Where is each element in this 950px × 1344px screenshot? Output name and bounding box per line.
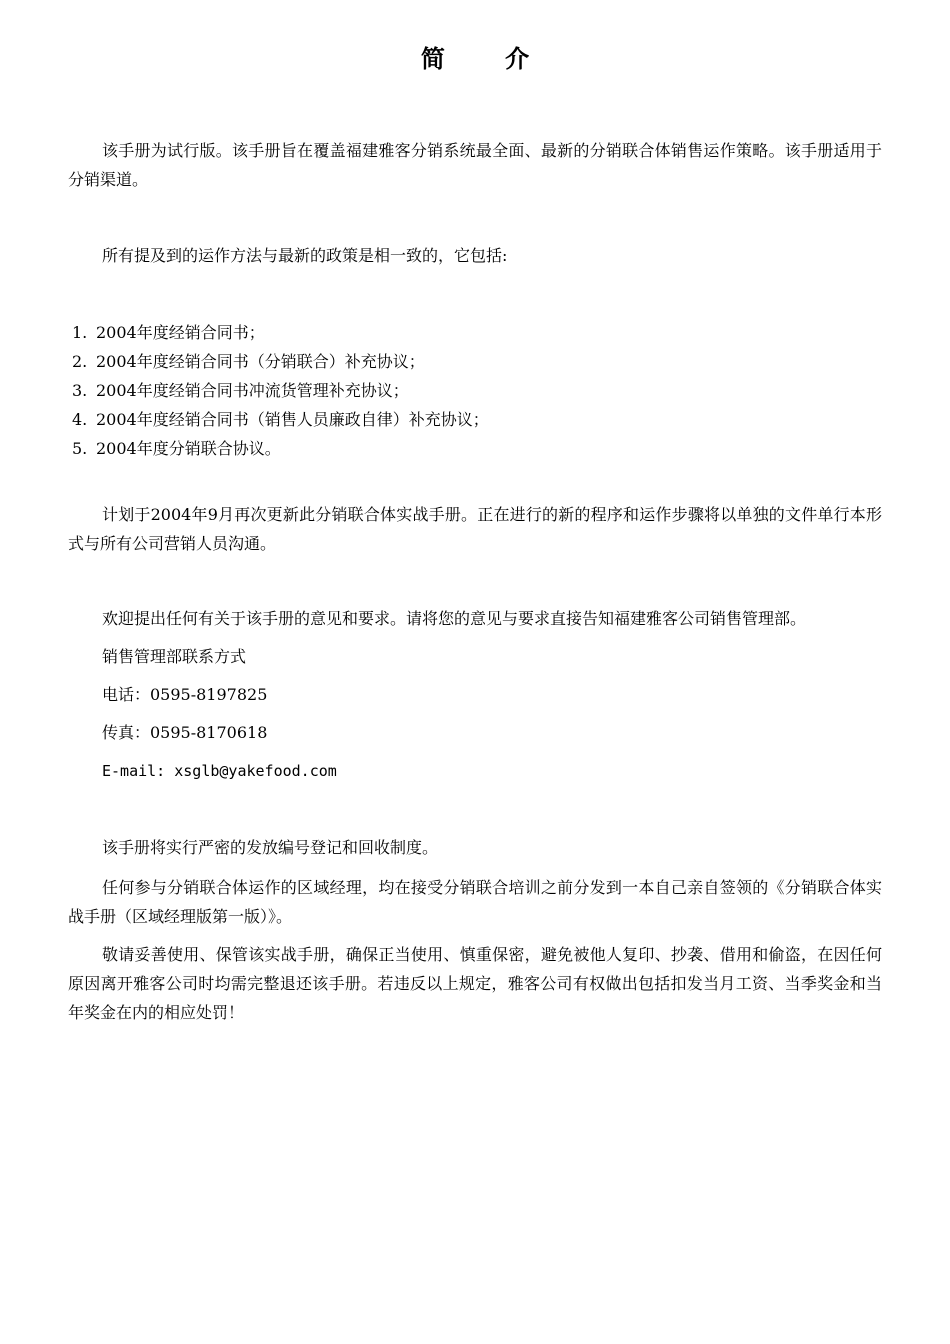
list-item [72,434,489,463]
list-item-text: 2004年度经销合同书冲流货管理补充协议； [96,381,409,400]
contact-fax: 传真：0595-8170618 [102,723,268,742]
contact-email: E-mail: xsglb@yakefood.com [102,762,337,780]
update-plan-paragraph: 计划于2004年9月再次更新此分销联合体实战手册。正在进行的新的程序和运作步骤将以单独的文件单行本形式与所有公司营销人员沟通。 [68,505,882,553]
contact-phone: 电话：0595-8197825 [102,685,268,704]
agreement-list [72,318,489,463]
list-item [72,376,489,405]
list-item-number: 5. [72,439,88,458]
intro-paragraph: 该手册为试行版。该手册旨在覆盖福建雅客分销系统最全面、最新的分销联合体销售运作策略。该手册适用于分销渠道。 [68,141,882,189]
list-item-text: 2004年度经销合同书； [96,323,265,342]
list-item [72,405,489,434]
list-item-number: 2. [72,352,88,371]
list-item [72,347,489,376]
list-item-number: 3. [72,381,88,400]
list-item-number: 4. [72,410,88,429]
list-item [72,318,489,347]
list-item-text: 2004年度分销联合协议。 [96,439,281,458]
feedback-paragraph: 欢迎提出任何有关于该手册的意见和要求。请将您的意见与要求直接告知福建雅客公司销售管理部。 [102,609,807,628]
manager-rule-paragraph: 任何参与分销联合体运作的区域经理，均在接受分销联合培训之前分发到一本自己亲自签领的《分销联合体实战手册（区域经理版第一版）》。 [68,878,882,926]
list-item-text: 2004年度经销合同书（销售人员廉政自律）补充协议； [96,410,489,429]
usage-rule-paragraph: 敬请妥善使用、保管该实战手册，确保正当使用、慎重保密，避免被他人复印、抄袭、借用和偷盗，在因任何原因离开雅客公司时均需完整退还该手册。若违反以上规定，雅客公司有权做出包括扣发当月工资、当季奖金和当年奖金在内的相应处罚！ [68,945,882,1022]
contact-heading: 销售管理部联系方式 [102,647,247,666]
list-item-text: 2004年度经销合同书（分销联合）补充协议； [96,352,425,371]
scope-paragraph: 所有提及到的运作方法与最新的政策是相一致的，它包括: [102,246,508,265]
distribution-rule: 该手册将实行严密的发放编号登记和回收制度。 [102,838,439,857]
page-title: 简 介 [420,44,556,73]
list-item-number: 1. [72,323,88,342]
